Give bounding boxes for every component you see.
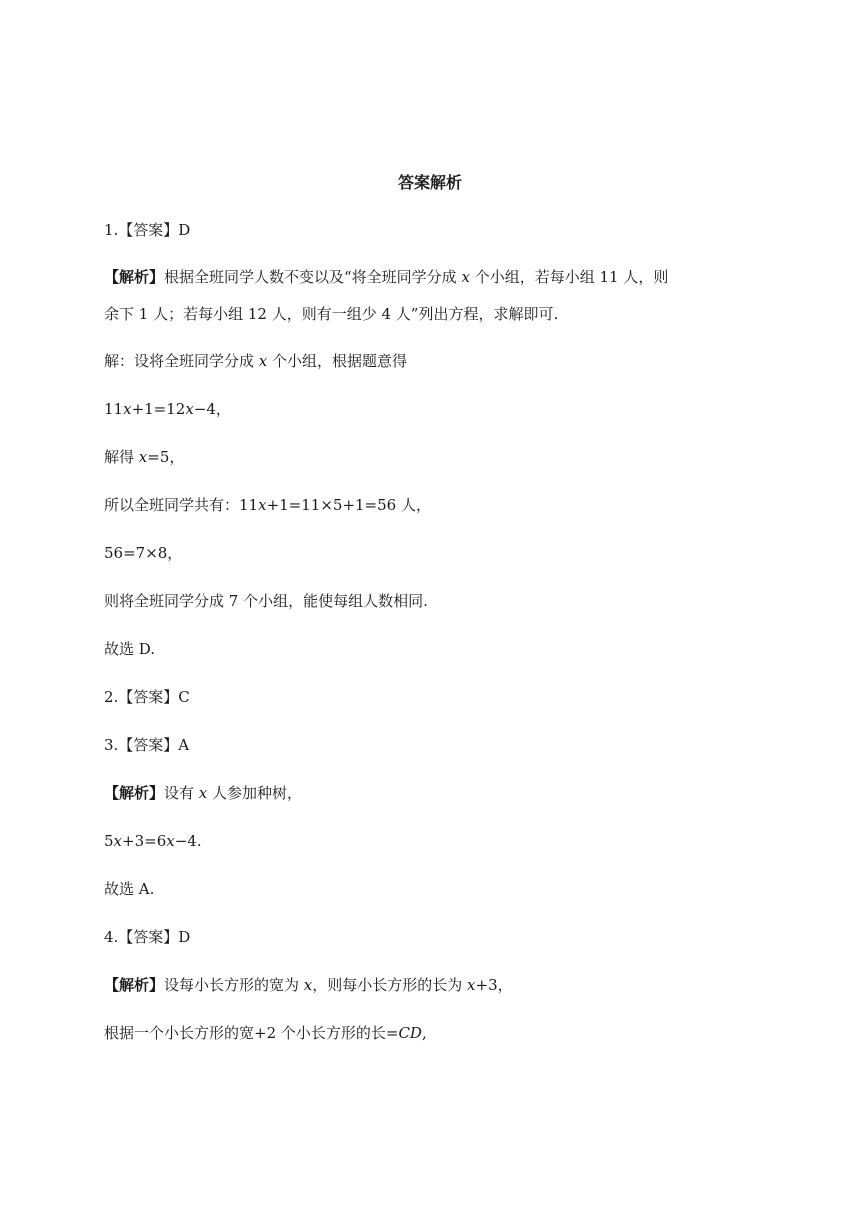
q4-analysis-var: x (467, 976, 476, 994)
q1-solution-var: x (258, 352, 268, 370)
q1-solution-line (104, 350, 764, 372)
eq-part: 11 (104, 400, 124, 418)
q4-analysis-part: +3， (475, 976, 513, 994)
eq-part: +1=12 (131, 400, 186, 418)
q3-analysis-part: 人参加种树， (207, 784, 303, 802)
q1-answer-line: 1.【答案】D (104, 221, 191, 239)
eq-part: +3=6 (122, 832, 167, 850)
page-title: 答案解析 (397, 173, 462, 192)
q1-analysis-label: 【解析】 (104, 268, 165, 286)
q3-analysis-label: 【解析】 (104, 784, 165, 802)
eq-var: x (185, 400, 194, 418)
q1-solution-text-a: 解：设将全班同学分成 (104, 352, 259, 370)
q4-relation-var: CD (398, 1024, 422, 1042)
q1-factor-line: 56=7×8， (104, 544, 183, 562)
q1-analysis-line-2: 余下 1 人；若每小组 12 人，则有一组少 4 人”列出方程，求解即可. (104, 305, 559, 323)
q1-solve-line (104, 446, 764, 468)
eq-var: x (113, 832, 123, 850)
q4-analysis-line (104, 974, 764, 996)
q4-analysis-var: x (303, 976, 313, 994)
q3-analysis-line (104, 782, 764, 804)
q3-answer-line: 3.【答案】A (104, 736, 190, 754)
q1-solution-text-b: 个小组，根据题意得 (267, 352, 408, 370)
total-part: +1=11×5+1=56 人， (266, 496, 431, 514)
q3-analysis-part: 设有 (164, 784, 199, 802)
q4-analysis-label: 【解析】 (104, 976, 165, 994)
solve-part: =5， (147, 448, 185, 466)
total-var: x (258, 496, 267, 514)
q3-equation (104, 830, 764, 852)
q4-answer-line: 4.【答案】D (104, 928, 191, 946)
q4-analysis-part: ，则每小长方形的长为 (312, 976, 468, 994)
q1-analysis-text-b: 个小组，若每小组 11 人，则 (469, 268, 669, 286)
q1-choose-line: 故选 D. (104, 640, 156, 658)
solve-part: 解得 (104, 448, 139, 466)
total-part: 所以全班同学共有：11 (104, 496, 259, 514)
q1-total-line (104, 494, 764, 516)
q1-analysis-var: x (461, 268, 470, 286)
q1-analysis-line-1 (104, 266, 764, 288)
eq-part: −4， (193, 400, 231, 418)
q4-relation-part: 根据一个小长方形的宽+2 个小长方形的长= (104, 1024, 399, 1042)
eq-part: −4. (174, 832, 202, 850)
q4-relation-part: , (421, 1024, 427, 1042)
eq-var: x (166, 832, 175, 850)
q3-choose-line: 故选 A. (104, 880, 155, 898)
q4-relation-line (104, 1022, 764, 1044)
eq-part: 5 (104, 832, 114, 850)
solve-var: x (138, 448, 148, 466)
q4-analysis-part: 设每小长方形的宽为 (164, 976, 304, 994)
q1-analysis-text-a: 根据全班同学人数不变以及“将全班同学分成 (164, 268, 462, 286)
q3-analysis-var: x (198, 784, 208, 802)
eq-var: x (123, 400, 132, 418)
q2-answer-line: 2.【答案】C (104, 688, 190, 706)
q1-conclusion-line: 则将全班同学分成 7 个小组，能使每组人数相同. (104, 592, 428, 610)
q1-equation (104, 398, 764, 420)
